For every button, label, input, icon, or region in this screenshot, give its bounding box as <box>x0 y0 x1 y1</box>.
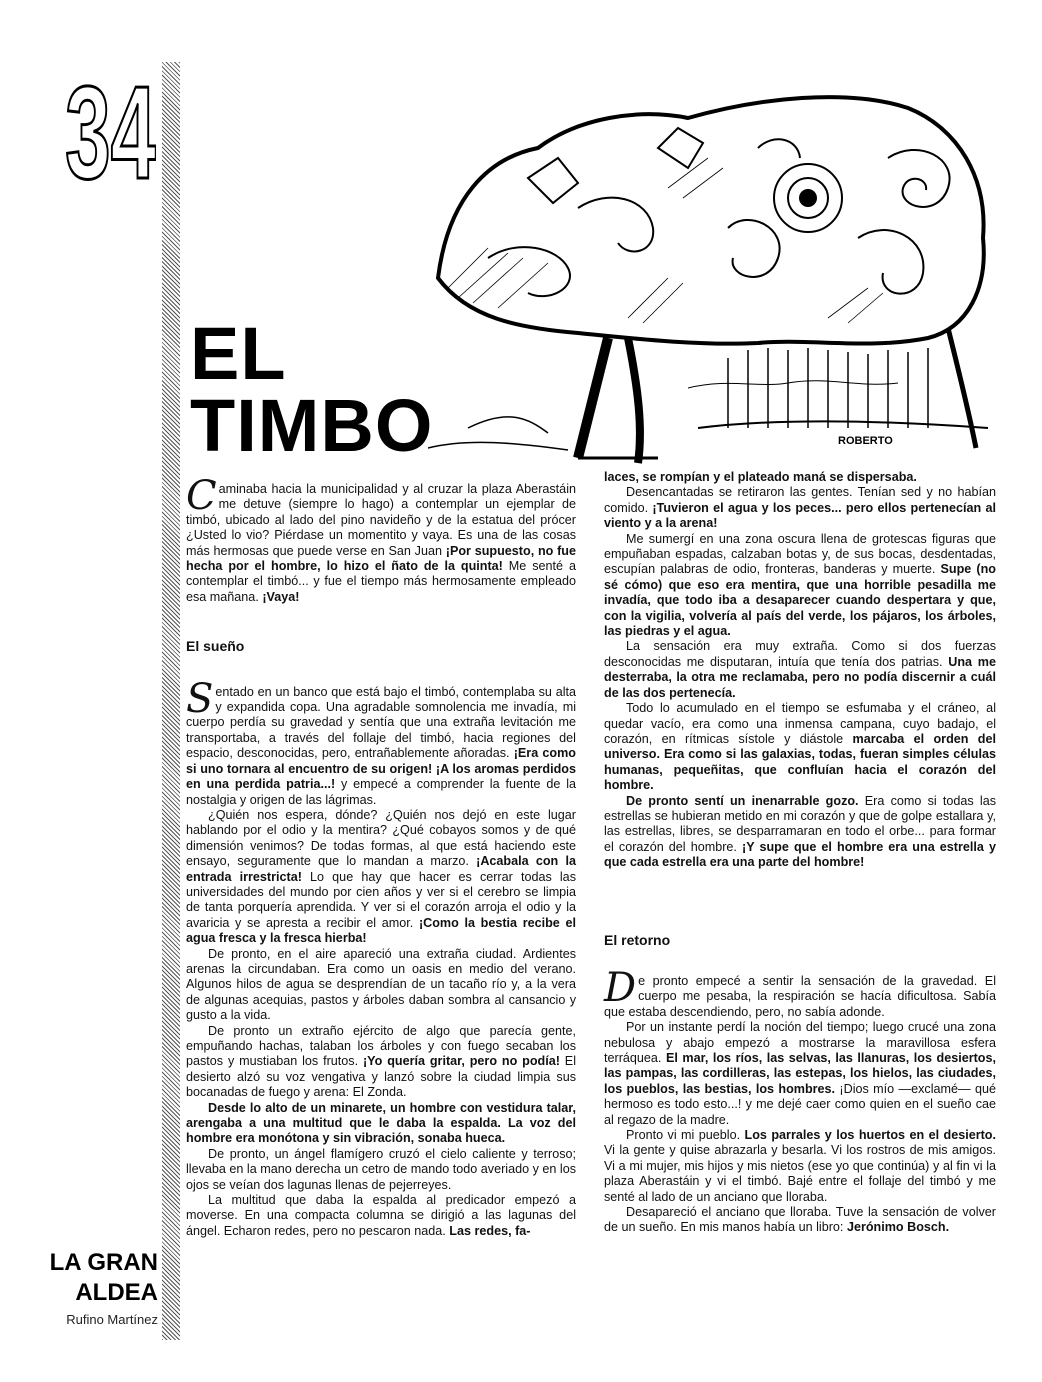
bold-text-run: De pronto sentí un inenarrable gozo. <box>626 793 859 808</box>
dropcap-d: D <box>604 964 637 1011</box>
brand-line-1: LA GRAN <box>49 1249 158 1276</box>
bold-text-run: ¡Acabala con la entrada irrestricta! <box>186 854 576 884</box>
section-heading-el-sueno: El sueño <box>186 638 245 655</box>
bold-text-run: Jerónimo Bosch. <box>846 1220 950 1235</box>
body-paragraph <box>604 639 996 701</box>
text-run: De pronto, un ángel flamígero cruzó el cielo caliente y terroso; llevaba en la mano derecha un cetro de mando todo averiado y en los ojos se veían dos lagunas llenas de pejerreyes. <box>186 1146 576 1192</box>
dropcap-c: C <box>186 473 217 519</box>
publication-brand <box>36 1248 158 1327</box>
text-run: Desapareció el anciano que lloraba. Tuve la sensación de volver de un sueño. En mis manos había un libro: <box>604 1205 996 1235</box>
article-title <box>190 312 434 467</box>
text-run: De pronto un extraño ejército de algo que parecía gente, empuñando hachas, talaban los árboles y con fuego secaban los pastos y mustiaban los frutos. <box>186 1023 576 1069</box>
bold-text-run: ¡Vaya! <box>262 589 300 604</box>
bold-text-run: El mar, los ríos, las selvas, las llanuras, los desiertos, las pampas, las cordilleras, las estepas, los hielos, las ciudades, los pueblos, las bestias, los hombres. <box>604 1051 996 1096</box>
bold-text-run: Los parrales y los huertos en el desierto. <box>744 1128 996 1143</box>
body-paragraph <box>186 947 576 1024</box>
text-run: ¿Quién nos espera, dónde? ¿Quién nos dejó en este lugar hablando por el odio y la mentira? ¿Qué cobayos somos y de qué dimensión venimos? De todas formas, al que está haciendo este ensayo, seguramente que lo mandan a marzo. <box>186 807 576 869</box>
section-heading-el-retorno: El retorno <box>604 931 671 948</box>
body-paragraph <box>604 701 996 793</box>
text-run: Me sumergí en una zona oscura llena de grotescas figuras que empuñaban espadas, calzaban botas y, de sus bocas, desdentadas, escupían palabras de odio, fronteras, banderas y muerte. <box>604 531 996 577</box>
text-run: El desierto alzó su voz vengativa y lanzó sobre la ciudad limpia sus bocanadas de fuego y arena: El Zonda. <box>186 1054 576 1100</box>
body-paragraph <box>186 675 576 808</box>
text-run: e pronto empecé a sentir la sensación de la gravedad. El cuerpo me pesaba, la respiración se hacía dificultosa. Sabía que estaba descendiendo, pero, no sabía adonde. <box>604 973 996 1019</box>
text-run: Desencantadas se retiraron las gentes. Tenían sed y no habían comido. <box>604 485 996 515</box>
timbo-tree-illustration <box>428 88 1000 466</box>
text-run: Pronto vi mi pueblo. <box>626 1128 745 1143</box>
author-name: Rufino Martínez <box>66 1312 158 1327</box>
bold-text-run: Desde lo alto de un minarete, un hombre con vestidura talar, arengaba a una multitud que le daba la espalda. La voz del hombre era monótona y sin vibración, sonaba hueca. <box>186 1100 576 1146</box>
left-text-column <box>186 473 576 1239</box>
brand-line-2: ALDEA <box>75 1279 158 1306</box>
text-run: De pronto, en el aire apareció una extraña ciudad. Ardientes arenas la circundaban. Era como un oasis en medio del verano. Algunos hilos de agua se desprendían de un tacaño río y, a la vera de algunas acequias, pastos y árboles daban sombra al cansancio y gusto a la vida. <box>186 946 576 1023</box>
bold-text-run: ¡Por supuesto, no fue hecha por el hombre, lo hizo el ñato de la quinta! <box>186 543 576 574</box>
dropcap-s: S <box>186 675 214 722</box>
illustration-signature: ROBERTO <box>838 435 893 447</box>
body-paragraph <box>604 532 996 640</box>
right-text-column <box>604 470 996 1236</box>
bold-text-run: Supe (no sé cómo) que eso era mentira, que una horrible pesadilla me invadía, que todo iba a desaparecer cuando despertara y que, con la vigilia, volvería al país del verde, los pájaros, los árboles, las piedras y el agua. <box>604 562 996 639</box>
text-run: La multitud que daba la espalda al predicador empezó a moverse. En una compacta columna se dirigió a las lagunas del ángel. Echaron redes, pero no pescaron nada. <box>186 1193 576 1238</box>
body-paragraph <box>604 485 996 531</box>
text-run: entado en un banco que está bajo el timbó, contemplaba su alta y expandida copa. Una agradable somnolencia me invadía, mi cuerpo perdía su gravedad y sentía que una extraña levitación me transportaba, a través del follaje del timbó, hacia regiones del espacio, desconocidas, pero, entrañablemente añoradas. <box>186 684 576 761</box>
bold-text-run: ¡Era como si uno tornara al encuentro de su origen! ¡A los aromas perdidos en una perdida patria...! <box>186 746 576 792</box>
body-paragraph <box>604 794 996 871</box>
bold-text-run: ¡Como la bestia recibe el agua fresca y la fresca hierba! <box>186 915 576 946</box>
title-line-2: TIMBO <box>190 384 434 467</box>
bold-text-run: Una me desterraba, la otra me reclamaba, pero no podía discernir a cuál de las dos pertenecía. <box>604 654 996 700</box>
bold-text-run: laces, se rompían y el plateado maná se dispersaba. <box>604 470 917 484</box>
body-paragraph <box>604 470 996 485</box>
body-paragraph <box>604 1205 996 1236</box>
text-run: Todo lo acumulado en el tiempo se esfumaba y el cráneo, al quedar vacío, era como una inmensa campana, cuyo badajo, el corazón, en rítmicas sístole y diástole <box>604 701 996 746</box>
body-paragraph <box>604 964 996 1020</box>
page-number <box>66 60 156 200</box>
text-run: Vi la gente y quise abrazarla y besarla. Vi los rostros de mis amigos. Vi a mi mujer, mis hijos y mis nietos (ese yo que continúa) y al fin vi la plaza Aberastáin y vi el timbó. Bajé entre el follaje del timbó y me senté al lado de un anciano que lloraba. <box>604 1143 996 1204</box>
body-paragraph <box>604 1020 996 1128</box>
text-run: La sensación era muy extraña. Como si dos fuerzas desconocidas me disputaran, intuía que tenía dos patrias. <box>604 639 996 669</box>
bold-text-run: Las redes, fa- <box>449 1223 531 1238</box>
text-run: ¡Dios mío —exclamé— qué hermoso es todo esto...! y me dejé caer como quien en el sueño cae al regazo de la madre. <box>604 1081 996 1127</box>
body-paragraph <box>186 1101 576 1147</box>
title-line-1: EL <box>190 312 287 395</box>
text-run: Lo que hay que hacer es cerrar todas las universidades del mundo por cien años y ver si el cerebro se limpia de tanta porquería aprendida. Y ver si el corazón arroja el odio y la avaricia y se apresta a recibir el amor. <box>186 869 576 930</box>
text-run: Por un instante perdí la noción del tiempo; luego crucé una zona nebulosa y abajo empezó a mostrarse la maravillosa esfera terráquea. <box>604 1020 996 1065</box>
text-run: Era como si todas las estrellas se hubieran metido en mi corazón y que de golpe estallara y, las estrellas, libres, se desparramaran en todo el orbe... para formar el corazón del hombre. <box>604 793 996 854</box>
text-run: Me senté a contemplar el timbó... y fue el tiempo más hermosamente empleado esa mañana. <box>186 559 576 604</box>
text-run: y empecé a comprender la fuente de la nostalgia y origen de las lágrimas. <box>186 777 576 807</box>
decorative-side-rule <box>162 62 180 1340</box>
body-paragraph <box>604 1128 996 1205</box>
body-paragraph <box>186 1024 576 1101</box>
body-paragraph <box>186 808 576 947</box>
intro-paragraph <box>186 473 576 605</box>
text-run: aminaba hacia la municipalidad y al cruzar la plaza Aberastáin me detuve (siempre lo hago) a contemplar un ejemplar de timbó, ubicado al lado del pino navideño y de la estatua del prócer ¿Usted lo vio? Piérdase un momentito y vaya. Es una de las cosas más hermosas que puede verse en San Juan <box>186 482 576 558</box>
bold-text-run: ¡Tuvieron el agua y los peces... pero ellos pertenecían al viento y a la arena! <box>604 500 996 531</box>
bold-text-run: marcaba el orden del universo. Era como si las galaxias, todas, fueran simples células humanas, pequeñitas, que confluían hacia el corazón del hombre. <box>604 731 996 793</box>
page-number-text: 34 <box>66 60 156 200</box>
bold-text-run: ¡Y supe que el hombre era una estrella y que cada estrella era una parte del hombre! <box>604 839 996 870</box>
body-paragraph <box>186 1193 576 1239</box>
bold-text-run: ¡Yo quería gritar, pero no podía! <box>362 1054 560 1069</box>
body-paragraph <box>186 1147 576 1193</box>
